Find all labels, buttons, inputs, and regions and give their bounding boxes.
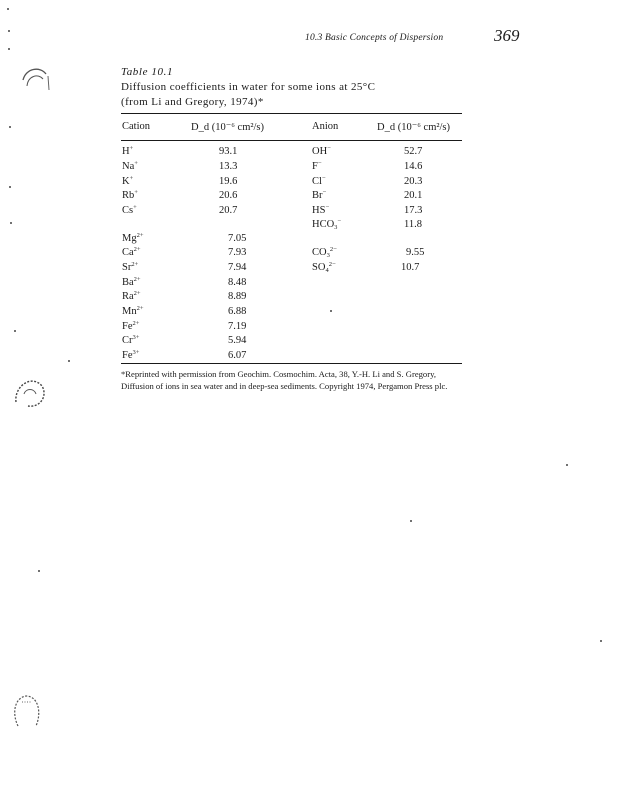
cation-ion bbox=[122, 145, 133, 158]
cation-diffusion-value: 5.94 bbox=[228, 335, 247, 346]
cation-ion-symbol: Mn bbox=[122, 306, 137, 317]
cation-ion-symbol: Rb bbox=[122, 190, 135, 201]
anion-ion-symbol: HCO bbox=[312, 219, 335, 230]
anion-ion-subscript: 3 bbox=[326, 252, 330, 259]
scan-speck bbox=[68, 360, 70, 362]
cation-ion bbox=[122, 276, 141, 289]
anion-ion bbox=[312, 204, 329, 217]
anion-ion bbox=[312, 261, 336, 274]
table-label: Table 10.1 bbox=[121, 66, 174, 78]
scan-smudge-mark bbox=[8, 690, 44, 732]
caption-line-1: Diffusion coefficients in water for some ions at 25°C bbox=[121, 81, 376, 93]
cation-diffusion-value: 8.89 bbox=[228, 291, 247, 302]
cation-ion bbox=[122, 175, 133, 188]
anion-header: Anion bbox=[312, 121, 339, 132]
cation-diffusion-value: 93.1 bbox=[219, 146, 238, 157]
anion-ion bbox=[312, 218, 341, 231]
scan-smudge-mark bbox=[18, 62, 52, 96]
cation-ion-symbol: Fe bbox=[122, 321, 133, 332]
cation-ion-symbol: K bbox=[122, 176, 130, 187]
cation-ion-symbol: Fe bbox=[122, 350, 133, 361]
scan-speck bbox=[410, 520, 412, 522]
cation-ion bbox=[122, 204, 137, 217]
cation-diffusion-value: 6.88 bbox=[228, 306, 247, 317]
cation-ion bbox=[122, 290, 141, 303]
cation-ion-symbol: Ca bbox=[122, 247, 134, 258]
page-number: 369 bbox=[494, 26, 520, 45]
anion-ion-charge: − bbox=[322, 189, 327, 196]
anion-diffusion-value: 17.3 bbox=[404, 205, 423, 216]
cation-diffusion-value: 7.93 bbox=[228, 247, 247, 258]
cation-header: Cation bbox=[122, 121, 150, 132]
cation-coefficient-header: D_d (10⁻⁶ cm²/s) bbox=[191, 122, 265, 133]
cation-ion bbox=[122, 320, 139, 333]
scan-speck bbox=[9, 186, 11, 188]
cation-ion-charge: + bbox=[129, 175, 134, 182]
cation-diffusion-value: 13.3 bbox=[219, 161, 238, 172]
anion-ion-symbol: HS bbox=[312, 205, 326, 216]
cation-ion-symbol: Cr bbox=[122, 335, 133, 346]
cation-ion-charge: 2+ bbox=[133, 276, 141, 283]
cation-diffusion-value: 7.94 bbox=[228, 262, 247, 273]
cation-ion bbox=[122, 305, 144, 318]
cation-ion bbox=[122, 189, 138, 202]
cation-diffusion-value: 20.7 bbox=[219, 205, 238, 216]
anion-diffusion-value: 9.55 bbox=[406, 247, 425, 258]
scan-speck bbox=[8, 30, 10, 32]
cation-ion-charge: 2+ bbox=[131, 261, 139, 268]
table-top-rule bbox=[121, 113, 462, 114]
cation-ion bbox=[122, 160, 138, 173]
table-bottom-rule bbox=[121, 363, 462, 364]
anion-ion-symbol: OH bbox=[312, 146, 328, 157]
anion-ion-symbol: Cl bbox=[312, 176, 322, 187]
cation-ion-symbol: Ra bbox=[122, 291, 134, 302]
cation-ion-charge: 2+ bbox=[132, 320, 140, 327]
cation-ion-symbol: Mg bbox=[122, 233, 137, 244]
cation-ion-symbol: Cs bbox=[122, 205, 134, 216]
scan-speck bbox=[8, 48, 10, 50]
anion-ion bbox=[312, 175, 326, 188]
header-rule bbox=[121, 140, 462, 141]
anion-ion-charge: 2− bbox=[329, 246, 337, 253]
table-caption bbox=[121, 80, 461, 110]
cation-ion-symbol: H bbox=[122, 146, 130, 157]
cation-ion-symbol: Na bbox=[122, 161, 135, 172]
scan-speck bbox=[7, 8, 9, 10]
cation-ion-charge: + bbox=[134, 189, 138, 196]
anion-ion-symbol: Br bbox=[312, 190, 323, 201]
scan-speck bbox=[14, 330, 16, 332]
cation-ion-symbol: Sr bbox=[122, 262, 132, 273]
cation-diffusion-value: 7.19 bbox=[228, 321, 247, 332]
anion-ion-symbol: CO bbox=[312, 247, 327, 258]
anion-diffusion-value: 52.7 bbox=[404, 146, 423, 157]
anion-diffusion-value: 14.6 bbox=[404, 161, 423, 172]
anion-coefficient-header: D_d (10⁻⁶ cm²/s) bbox=[377, 122, 451, 133]
scan-speck bbox=[38, 570, 40, 572]
anion-ion-charge: − bbox=[325, 204, 330, 211]
cation-diffusion-value: 20.6 bbox=[219, 190, 238, 201]
anion-ion bbox=[312, 145, 331, 158]
cation-ion bbox=[122, 261, 138, 274]
anion-ion bbox=[312, 246, 337, 259]
cation-ion-charge: 2+ bbox=[136, 305, 144, 312]
table-footnote: *Reprinted with permission from Geochim. Cosmochim. Acta, 38, Y.-H. Li and S. Gregory, Diffusion of ions in sea water and in deep-sea sediments. Copyright 1974, Pergamon Press plc. bbox=[121, 369, 448, 391]
section-title: 10.3 Basic Concepts of Dispersion bbox=[305, 33, 444, 43]
anion-ion-subscript: 4 bbox=[325, 267, 329, 274]
scan-speck bbox=[330, 310, 332, 312]
cation-ion bbox=[122, 349, 139, 362]
scan-speck bbox=[9, 126, 11, 128]
anion-ion-symbol: F bbox=[312, 161, 318, 172]
anion-ion-symbol: SO bbox=[312, 262, 326, 273]
anion-diffusion-value: 11.8 bbox=[404, 219, 422, 230]
anion-diffusion-value: 20.1 bbox=[404, 190, 423, 201]
anion-ion-charge: − bbox=[327, 145, 331, 152]
scan-speck bbox=[566, 464, 568, 466]
cation-diffusion-value: 19.6 bbox=[219, 176, 238, 187]
cation-ion-charge: 2+ bbox=[133, 290, 141, 297]
cation-ion-charge: 2+ bbox=[136, 232, 144, 239]
anion-diffusion-value: 10.7 bbox=[401, 262, 420, 273]
scan-speck bbox=[600, 640, 602, 642]
anion-ion bbox=[312, 160, 322, 173]
cation-diffusion-value: 6.07 bbox=[228, 350, 247, 361]
cation-ion bbox=[122, 246, 141, 259]
cation-ion bbox=[122, 334, 139, 347]
cation-ion-charge: + bbox=[133, 204, 137, 211]
cation-ion-charge: + bbox=[134, 160, 138, 167]
scan-smudge-mark bbox=[10, 372, 50, 414]
cation-ion bbox=[122, 232, 144, 245]
cation-ion-symbol: Ba bbox=[122, 277, 134, 288]
anion-ion-charge: − bbox=[317, 160, 322, 167]
cation-ion-charge: 3+ bbox=[132, 349, 140, 356]
caption-line-2: (from Li and Gregory, 1974)* bbox=[121, 96, 264, 108]
anion-diffusion-value: 20.3 bbox=[404, 176, 423, 187]
anion-ion-charge: − bbox=[321, 175, 326, 182]
anion-ion bbox=[312, 189, 326, 202]
anion-ion-charge: − bbox=[337, 218, 342, 225]
cation-diffusion-value: 8.48 bbox=[228, 277, 247, 288]
cation-ion-charge: 3+ bbox=[132, 334, 140, 341]
scan-speck bbox=[10, 222, 12, 224]
cation-diffusion-value: 7.05 bbox=[228, 233, 247, 244]
cation-ion-charge: + bbox=[129, 145, 134, 152]
anion-ion-subscript: 3 bbox=[334, 224, 338, 231]
anion-ion-charge: 2− bbox=[328, 261, 336, 268]
cation-ion-charge: 2+ bbox=[133, 246, 141, 253]
